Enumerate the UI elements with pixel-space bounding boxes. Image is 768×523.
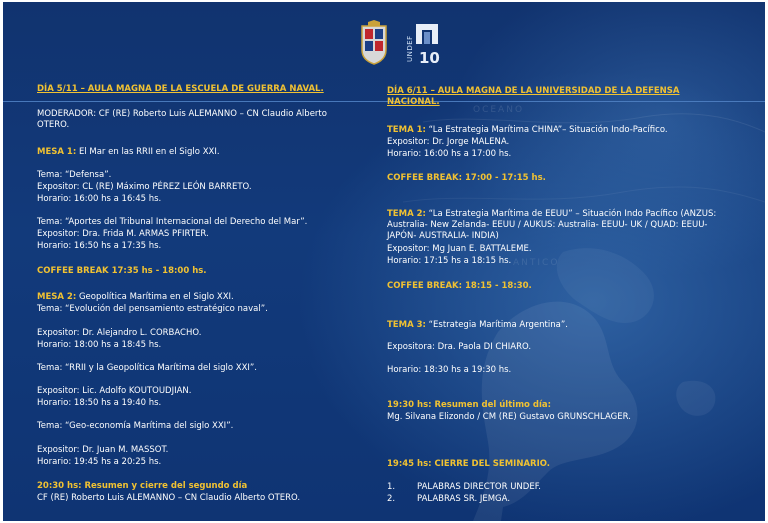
mesa1-heading	[37, 147, 220, 158]
talk3-horario: Horario: 18:00 hs a 18:45 hs.	[37, 340, 162, 350]
tema1-label: TEMA 1:	[387, 125, 426, 135]
talk3-expositor: Expositor: Dr. Alejandro L. CORBACHO.	[37, 328, 202, 338]
tema3-expositora: Expositora: Dra. Paola DI CHIARO.	[387, 342, 532, 352]
mesa1-label: MESA 1:	[37, 147, 77, 157]
talk5-tema: Tema: “Geo-economía Marítima del siglo XXI”.	[37, 421, 234, 431]
tema2-label: TEMA 2:	[387, 209, 426, 219]
tema1-horario: Horario: 16:00 hs a 17:00 hs.	[387, 149, 512, 159]
talk4-tema: Tema: “RRII y la Geopolítica Marítima del siglo XXI”.	[37, 363, 257, 373]
talk2-horario: Horario: 16:50 hs a 17:35 hs.	[37, 241, 162, 251]
day1-header: DÍA 5/11 – AULA MAGNA DE LA ESCUELA DE GUERRA NAVAL.	[37, 84, 324, 94]
seminar-poster	[3, 2, 765, 521]
talk2-tema: Tema: “Aportes del Tribunal Internacional del Derecho del Mar”.	[37, 217, 308, 227]
final-item-number: 2.	[387, 494, 396, 504]
tema2-expositor: Expositor: Mg Juan E. BATTALEME.	[387, 244, 532, 254]
final-item-number: 1.	[387, 482, 396, 492]
mesa2-title: Geopolítica Marítima en el Siglo XXI.	[76, 292, 234, 302]
tema1-expositor: Expositor: Dr. Jorge MALENA.	[387, 137, 510, 147]
talk5-expositor: Expositor: Dr. Juan M. MASSOT.	[37, 445, 169, 455]
undef-logo	[408, 22, 448, 66]
tema1-heading	[387, 125, 668, 136]
day1-coffee-break: COFFEE BREAK 17:35 hs - 18:00 hs.	[37, 266, 207, 276]
final-item	[387, 494, 510, 505]
day2-coffee-break-2: COFFEE BREAK: 18:15 - 18:30.	[387, 281, 532, 291]
tema1-title: “La Estrategia Marítima CHINA”– Situación Indo-Pacífico.	[425, 125, 668, 135]
talk4-horario: Horario: 18:50 hs a 19:40 hs.	[37, 398, 162, 408]
day2-summary-label: 19:30 hs: Resumen del último día:	[387, 400, 551, 410]
tema3-horario: Horario: 18:30 hs a 19:30 hs.	[387, 365, 512, 375]
tema2-heading	[387, 209, 717, 242]
day2-coffee-break-1: COFFEE BREAK: 17:00 - 17:15 hs.	[387, 173, 546, 183]
talk1-tema: Tema: “Defensa”.	[37, 170, 112, 180]
talk3-tema: Tema: “Evolución del pensamiento estratégico naval”.	[37, 304, 268, 314]
tema3-label: TEMA 3:	[387, 320, 426, 330]
map-label-atlantic: ANTICO	[513, 258, 560, 268]
talk4-expositor: Expositor: Lic. Adolfo KOUTOUDJIAN.	[37, 386, 192, 396]
final-item-text: PALABRAS SR. JEMGA.	[417, 494, 511, 504]
tema2-horario: Horario: 17:15 hs a 18:15 hs.	[387, 256, 512, 266]
tema3-title: “Estrategia Marítima Argentina”.	[425, 320, 568, 330]
talk1-expositor: Expositor: CL (RE) Máximo PÉREZ LEÓN BARRETO.	[37, 182, 252, 192]
day2-closing: 19:45 hs: CIERRE DEL SEMINARIO.	[387, 459, 551, 469]
tema2-title: “La Estrategia Marítima de EEUU” – Situación Indo Pacífico (ANZUS: Australia- New Zelanda- EEUU / AUKUS: Australia- EEUU- UK / QUAD: EEUU- JAPÓN- AUSTRALIA- INDIA)	[387, 209, 717, 241]
talk1-horario: Horario: 16:00 hs a 16:45 hs.	[37, 194, 162, 204]
day2-header: DÍA 6/11 – AULA MAGNA DE LA UNIVERSIDAD DE LA DEFENSA NACIONAL.	[387, 86, 680, 107]
mesa1-title: El Mar en las RRII en el Siglo XXI.	[76, 147, 220, 157]
talk5-horario: Horario: 19:45 hs a 20:25 hs.	[37, 457, 162, 467]
final-item-text: PALABRAS DIRECTOR UNDEF.	[417, 482, 541, 492]
day1-closing: 20:30 hs: Resumen y cierre del segundo día	[37, 481, 248, 491]
final-item	[387, 482, 541, 493]
navy-school-crest-logo	[358, 20, 390, 66]
map-label-ocean: OCEANO	[473, 105, 525, 115]
day1-moderator: MODERADOR: CF (RE) Roberto Luis ALEMANNO – CN Claudio Alberto OTERO.	[37, 109, 327, 130]
day2-summary-names: Mg. Silvana Elizondo / CM (RE) Gustavo GRUNSCHLAGER.	[387, 412, 631, 422]
tema3-heading	[387, 320, 568, 331]
undef-number: 10	[419, 49, 440, 66]
mesa2-heading	[37, 292, 234, 303]
background-map-graphic	[3, 2, 765, 521]
talk2-expositor: Expositor: Dra. Frida M. ARMAS PFIRTER.	[37, 229, 209, 239]
mesa2-label: MESA 2:	[37, 292, 77, 302]
undef-label: UNDEF	[406, 35, 414, 62]
day1-closing-names: CF (RE) Roberto Luis ALEMANNO – CN Claudio Alberto OTERO.	[37, 493, 301, 503]
